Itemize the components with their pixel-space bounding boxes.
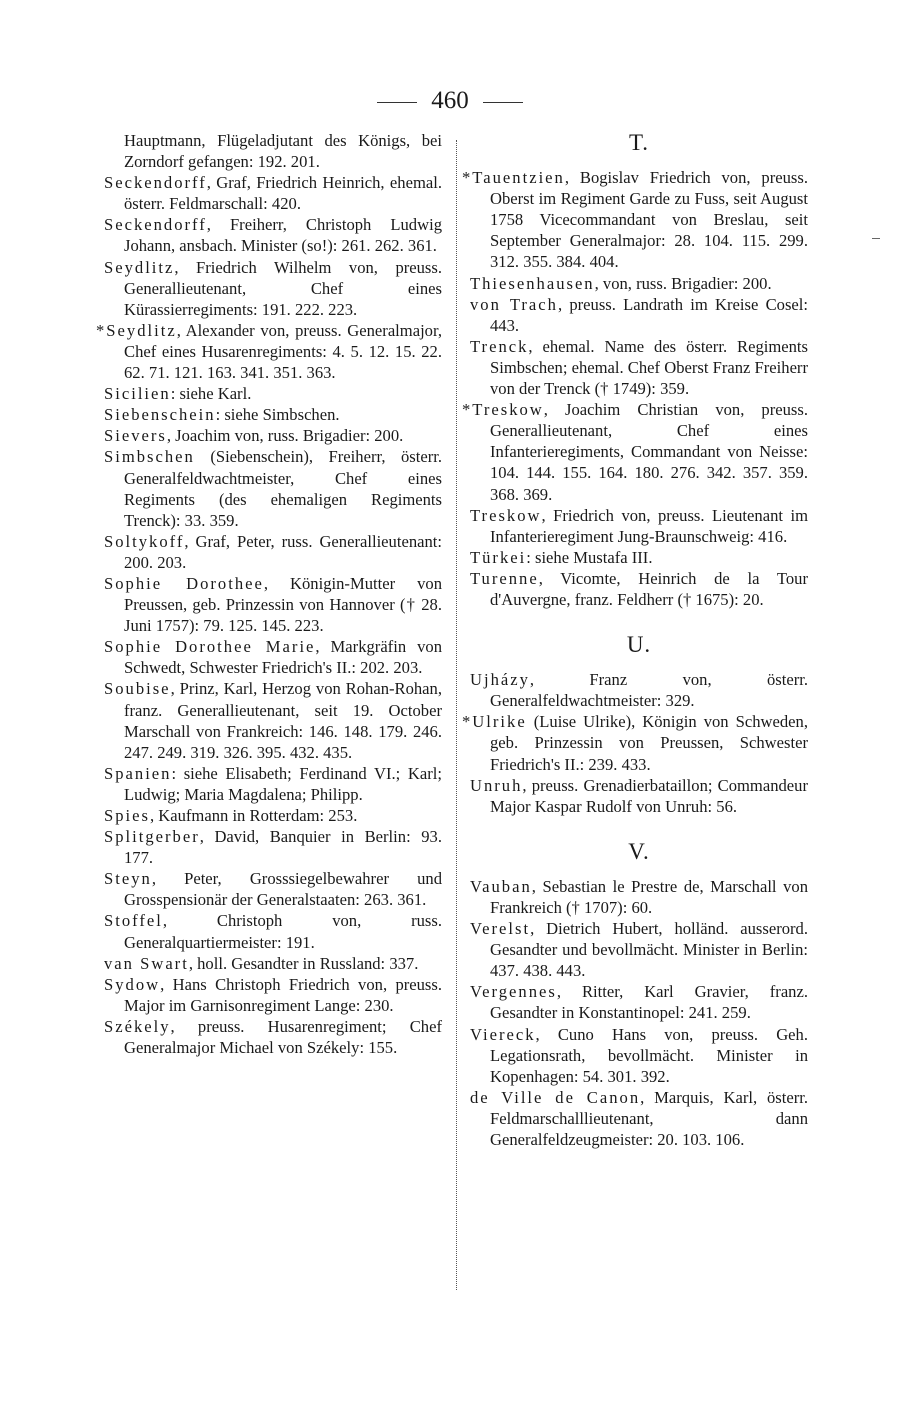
entry-text: , Joachim von, russ. Brigadier: 200. xyxy=(166,426,404,446)
entry-text: , Sebastian le Prestre de, Marschall von Frankreich († 1707): 60. xyxy=(490,876,808,917)
entry-text: , Alexander von, preuss. Generalmajor, Chef eines Husarenregiments: 4. 5. 12. 15. 22. 62. 71. 121. 163. 341. 351. 363. xyxy=(124,320,442,383)
margin-mark xyxy=(872,238,880,239)
entry-name: Soltykoff xyxy=(104,531,185,551)
entry-name: Simbschen xyxy=(104,447,195,467)
entry-name: Seckendorff xyxy=(104,215,207,235)
entry-text: , ehemal. Name des österr. Regiments Simbschen; ehemal. Chef Oberst Franz Freiherr von der Trenck († 1749): 359. xyxy=(490,336,808,399)
entry-text: , Vicomte, Heinrich de la Tour d'Auvergne, franz. Feldherr († 1675): 20. xyxy=(490,568,808,609)
index-entry xyxy=(470,981,808,1023)
entry-name: *Tauentzien xyxy=(462,168,565,188)
entry-text: , Graf, Friedrich Heinrich, ehemal. österr. Feldmarschall: 420. xyxy=(124,173,442,214)
index-entry xyxy=(104,805,442,826)
entry-name: Thiesenhausen xyxy=(470,273,595,293)
entry-name: Székely xyxy=(104,1016,171,1036)
entry-name: Steyn xyxy=(104,869,152,889)
entry-name: Splitgerber xyxy=(104,827,200,847)
entry-name: Vergennes xyxy=(470,982,557,1002)
section-letter: V. xyxy=(628,838,650,864)
index-entry xyxy=(470,876,808,918)
entry-name: *Treskow xyxy=(462,400,544,420)
right-column xyxy=(462,130,808,1150)
page-header xyxy=(0,86,900,116)
header-rule-right xyxy=(483,102,523,103)
index-entry xyxy=(104,573,442,636)
entry-name: Siebenschein xyxy=(104,405,216,425)
entry-name: Treskow xyxy=(470,505,542,525)
index-entry xyxy=(470,669,808,711)
index-entry xyxy=(104,1016,442,1058)
entry-name: Spies xyxy=(104,806,150,825)
entry-name: Spanien xyxy=(104,763,172,783)
entry-name: Sophie Dorothee Marie xyxy=(104,637,316,657)
entry-text: (Siebenschein), Freiherr, österr. Generalfeldwachtmeister, Chef eines Regiments (des ehemaligen Regiments Trenck): 33. 359. xyxy=(124,447,442,530)
entry-text: , Friedrich Wilhelm von, preuss. Generallieutenant, Chef eines Kürassierregiments: 191. 222. 223. xyxy=(124,257,442,319)
entry-name: *Ulrike xyxy=(462,712,527,732)
entry-text: , Prinz, Karl, Herzog von Rohan-Rohan, franz. Generallieutenant, seit 19. October Marschall von Frankreich: 146. 148. 179. 246. 247. 249. 319. 326. 395. 432. 435. xyxy=(124,679,442,762)
index-entry xyxy=(104,953,442,974)
index-entry xyxy=(470,505,808,547)
page-number: 460 xyxy=(431,87,469,114)
entry-name: Seckendorff xyxy=(104,173,207,193)
entry-text: : siehe Mustafa III. xyxy=(526,547,653,567)
entry-name: Seydlitz xyxy=(104,257,175,277)
entry-name: de Ville de Canon xyxy=(470,1087,641,1107)
entry-text: , Ritter, Karl Gravier, franz. Gesandter in Konstantinopel: 241. 259. xyxy=(490,982,808,1023)
index-entry xyxy=(462,711,808,774)
index-entry xyxy=(462,167,808,272)
entry-text: : siehe Simbschen. xyxy=(215,405,340,425)
index-entry xyxy=(470,336,808,399)
entry-text: : siehe Karl. xyxy=(170,384,252,404)
index-entry xyxy=(104,868,442,910)
entry-text: , Marquis, Karl, österr. Feldmarschalllieutenant, dann Generalfeldzeugmeister: 20. 103. 106. xyxy=(490,1087,808,1150)
entry-name: Sophie Dorothee xyxy=(104,573,264,593)
entry-name: Soubise xyxy=(104,679,171,699)
index-entry xyxy=(104,826,442,868)
entry-name: Sievers xyxy=(104,426,167,446)
column-divider xyxy=(456,140,457,1290)
entry-text: , Joachim Christian von, preuss. Generallieutenant, Chef eines Infanterieregiments, Commandant von Neisse: 104. 144. 155. 164. 180. 276. 342. 357. 359. 368. 369. xyxy=(490,400,808,504)
header-rule-left xyxy=(377,102,417,103)
entry-text: (Luise Ulrike), Königin von Schweden, geb. Prinzessin von Preussen, Schwester Friedrich's II.: 239. 433. xyxy=(490,712,808,774)
entry-text: , Christoph von, russ. Generalquartiermeister: 191. xyxy=(124,911,442,952)
left-column xyxy=(96,130,443,1058)
entry-name: von Trach xyxy=(470,294,558,314)
index-entry xyxy=(462,399,808,504)
entry-name: Stoffel xyxy=(104,911,163,931)
section-letter: T. xyxy=(628,130,650,155)
entry-text: , Kaufmann in Rotterdam: 253. xyxy=(149,806,358,825)
entry-name: Türkei xyxy=(470,547,527,567)
index-entry xyxy=(104,172,442,214)
entry-name: Unruh xyxy=(470,775,523,795)
index-entry xyxy=(470,568,808,610)
entry-name: Sicilien xyxy=(104,384,171,404)
entry-text: , Markgräfin von Schwedt, Schwester Friedrich's II.: 202. 203. xyxy=(124,637,442,678)
index-entry xyxy=(470,1024,808,1087)
index-entry xyxy=(96,320,442,383)
index-entry xyxy=(470,918,808,981)
index-entry xyxy=(470,1087,808,1150)
entry-name: Trenck xyxy=(470,336,529,356)
index-entry xyxy=(104,383,442,404)
index-entry xyxy=(470,775,808,817)
entry-text: , Bogislav Friedrich von, preuss. Oberst im Regiment Garde zu Fuss, seit August 1758 Vicecommandant von Breslau, seit September Generalmajor: 28. 104. 115. 299. 312. 355. 384. 404. xyxy=(490,168,808,272)
index-entry xyxy=(104,636,442,678)
entry-name: Turenne xyxy=(470,568,539,588)
entry-text: , Hans Christoph Friedrich von, preuss. Major im Garnisonregiment Lange: 230. xyxy=(124,974,442,1015)
index-entry xyxy=(470,547,808,568)
entry-text: , Franz von, österr. Generalfeldwachtmeister: 329. xyxy=(490,670,808,711)
entry-name: Sydow xyxy=(104,974,161,994)
entry-text: , preuss. Husarenregiment; Chef Generalmajor Michael von Székely: 155. xyxy=(124,1016,442,1058)
entry-text: , Königin-Mutter von Preussen, geb. Prinzessin von Hannover († 28. Juni 1757): 79. 125. 145. 223. xyxy=(124,573,443,636)
index-entry-continuation: Hauptmann, Flügeladjutant des Königs, bei Zorndorf gefangen: 192. 201. xyxy=(124,131,442,172)
entry-text: , von, russ. Brigadier: 200. xyxy=(594,273,772,293)
entry-text: , Cuno Hans von, preuss. Geh. Legationsrath, bevollmächt. Minister in Kopenhagen: 54. 301. 392. xyxy=(490,1024,808,1086)
index-entry xyxy=(104,531,442,573)
entry-name: van Swart xyxy=(104,953,189,973)
entry-name: Vauban xyxy=(470,876,532,896)
index-entry xyxy=(104,404,442,425)
entry-text: , preuss. Grenadierbataillon; Commandeur Major Kaspar Rudolf von Unruh: 56. xyxy=(490,775,808,816)
index-entry xyxy=(104,974,442,1016)
entry-text: , David, Banquier in Berlin: 93. 177. xyxy=(124,827,442,868)
index-entry xyxy=(104,678,442,762)
index-entry xyxy=(470,273,808,294)
entry-text: , preuss. Landrath im Kreise Cosel: 443. xyxy=(490,294,808,335)
index-entry xyxy=(104,425,442,446)
entry-name: Viereck xyxy=(470,1024,536,1044)
entry-text: , holl. Gesandter in Russland: 337. xyxy=(188,953,419,973)
entry-text: , Friedrich von, preuss. Lieutenant im Infanterieregiment Jung-Braunschweig: 416. xyxy=(490,505,808,546)
index-entry xyxy=(104,446,442,530)
index-entry xyxy=(104,763,442,805)
entry-name: Verelst xyxy=(470,919,531,939)
entry-text: , Dietrich Hubert, holländ. ausserord. Gesandter und bevollmächt. Minister in Berlin: 437. 438. 443. xyxy=(490,919,808,981)
index-entry xyxy=(104,214,442,256)
entry-name: *Seydlitz xyxy=(96,320,177,340)
entry-name: Ujházy xyxy=(470,670,530,690)
index-entry xyxy=(470,294,808,336)
entry-text: , Graf, Peter, russ. Generallieutenant: 200. 203. xyxy=(124,531,442,572)
entry-text: , Freiherr, Christoph Ludwig Johann, ansbach. Minister (so!): 261. 262. 361. xyxy=(124,215,442,256)
index-entry xyxy=(104,257,442,320)
section-letter: U. xyxy=(626,632,652,658)
index-entry xyxy=(104,910,442,952)
entry-text: : siehe Elisabeth; Ferdinand VI.; Karl; Ludwig; Maria Magdalena; Philipp. xyxy=(124,763,442,804)
entry-text: , Peter, Grosssiegelbewahrer und Grosspensionär der Generalstaaten: 263. 361. xyxy=(124,869,442,910)
